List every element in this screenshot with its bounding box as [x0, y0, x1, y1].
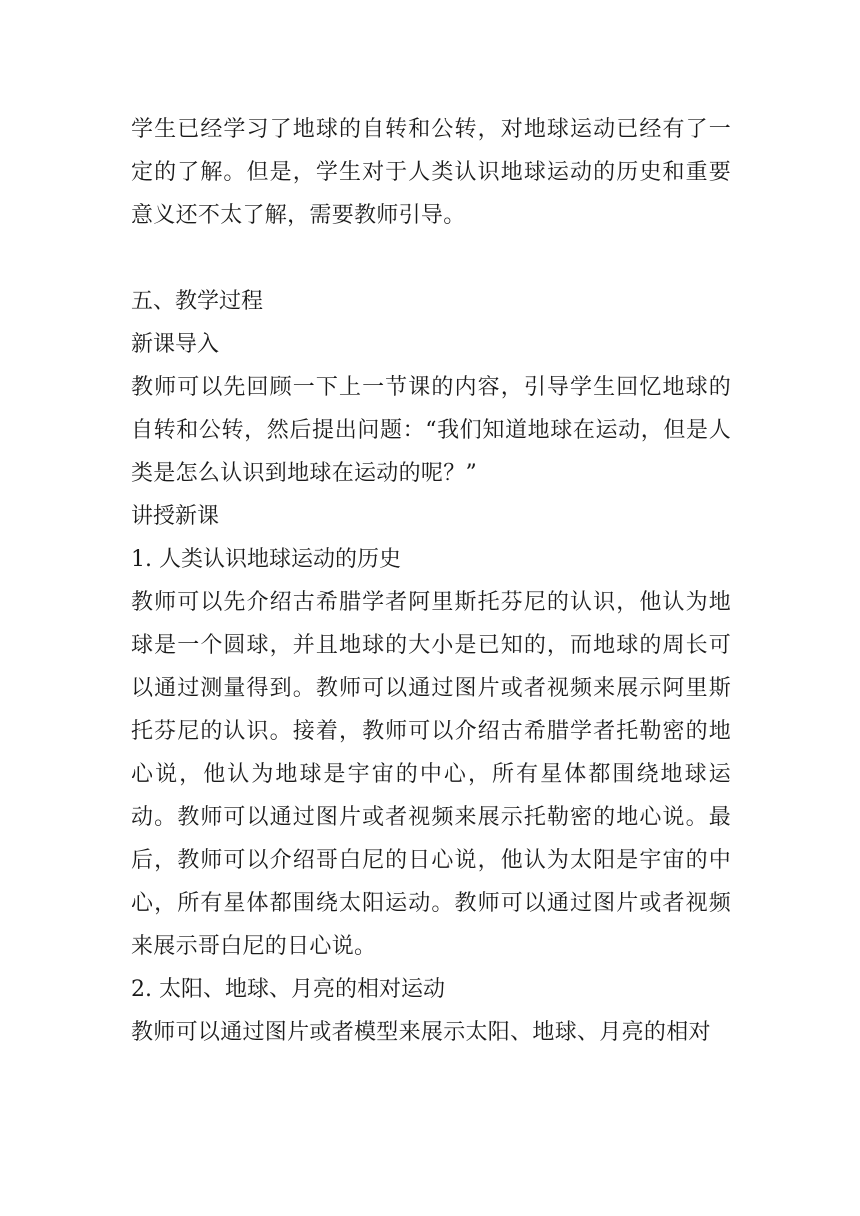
section-heading-teaching-process: 五、教学过程: [131, 289, 264, 314]
subheading-lecture: 讲授新课: [131, 504, 220, 529]
document-body: [131, 108, 731, 1054]
blank-line: [131, 237, 731, 280]
item-1-text: 教师可以先介绍古希腊学者阿里斯托芬尼的认识，他认为地球是一个圆球，并且地球的大小是已知的，而地球的周长可以通过测量得到。教师可以通过图片或者视频来展示阿里斯托芬尼的认识。接着，教师可以介绍古希腊学者托勒密的地心说，他认为地球是宇宙的中心，所有星体都围绕地球运动。教师可以通过图片或者视频来展示托勒密的地心说。最后，教师可以介绍哥白尼的日心说，他认为太阳是宇宙的中心，所有星体都围绕太阳运动。教师可以通过图片或者视频来展示哥白尼的日心说。: [131, 590, 731, 959]
paragraph-student-background: 学生已经学习了地球的自转和公转，对地球运动已经有了一定的了解。但是，学生对于人类认识地球运动的历史和重要意义还不太了解，需要教师引导。: [131, 117, 731, 228]
subheading-new-lesson-intro: 新课导入: [131, 332, 220, 357]
item-1-title: 1. 人类认识地球运动的历史: [131, 547, 401, 572]
item-2-text: 教师可以通过图片或者模型来展示太阳、地球、月亮的相对: [131, 1020, 711, 1045]
paragraph-lead-in: 教师可以先回顾一下上一节课的内容，引导学生回忆地球的自转和公转，然后提出问题：“我们知道地球在运动，但是人类是怎么认识到地球在运动的呢？”: [131, 375, 731, 486]
item-2-title: 2. 太阳、地球、月亮的相对运动: [131, 977, 445, 1002]
